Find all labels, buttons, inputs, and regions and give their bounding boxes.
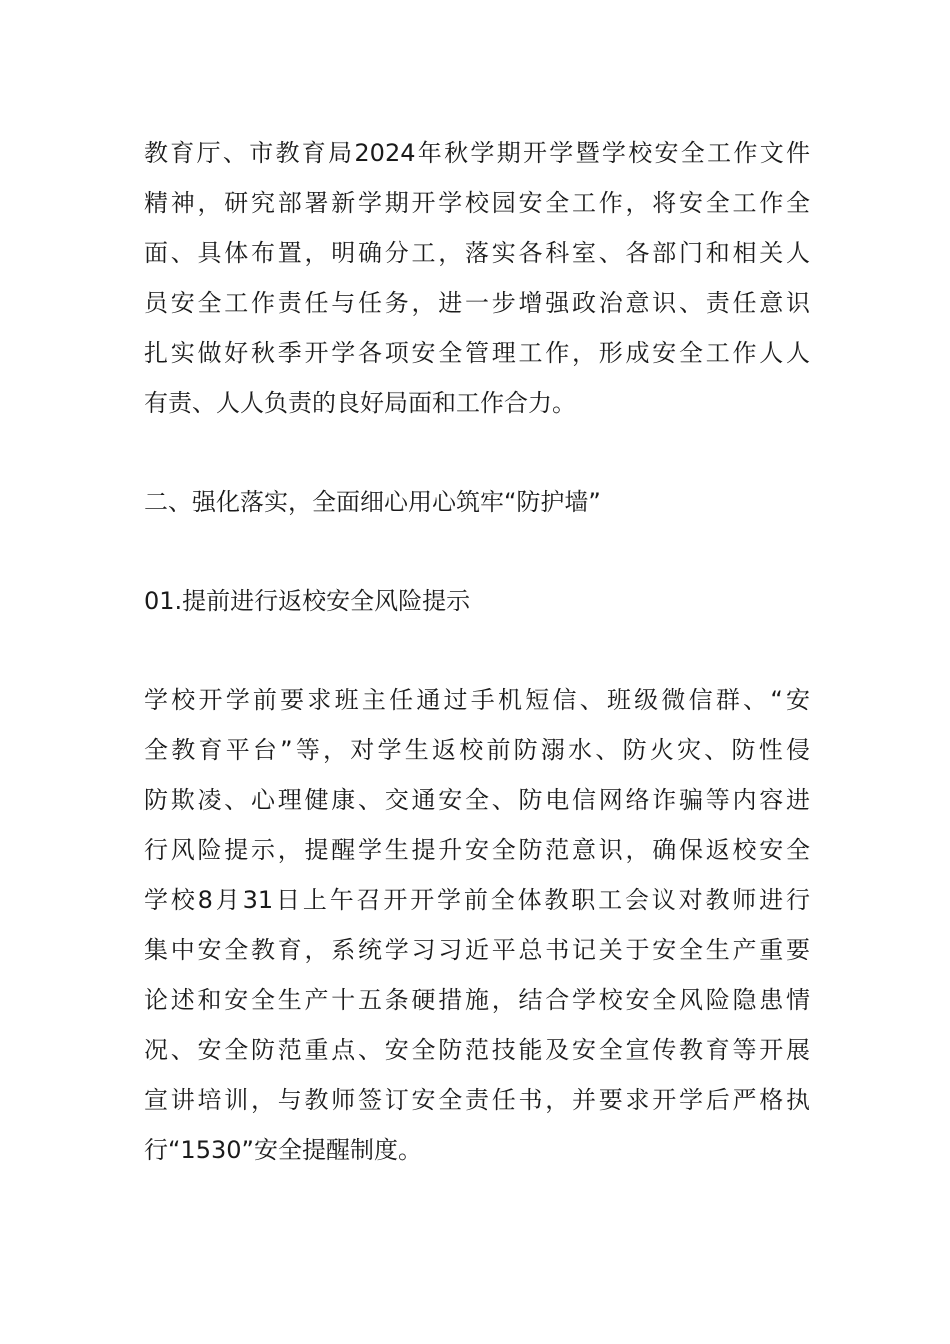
paragraph-line: 防欺凌、心理健康、交通安全、防电信网络诈骗等内容进 xyxy=(144,786,810,814)
paragraph-gap xyxy=(144,527,810,576)
paragraph-line: 有责、人人负责的良好局面和工作合力。 xyxy=(144,389,576,417)
paragraph-line: 扎实做好秋季开学各项安全管理工作，形成安全工作人人 xyxy=(144,339,810,367)
paragraph-line: 论述和安全生产十五条硬措施，结合学校安全风险隐患情 xyxy=(144,986,810,1014)
paragraph-gap xyxy=(144,428,810,477)
paragraph-line: 员安全工作责任与任务，进一步增强政治意识、责任意识 xyxy=(144,289,810,317)
paragraph-gap xyxy=(144,626,810,675)
paragraph-line: 行“1530”安全提醒制度。 xyxy=(144,1136,422,1164)
paragraph-line: 况、安全防范重点、安全防范技能及安全宣传教育等开展 xyxy=(144,1036,810,1064)
document-body xyxy=(144,128,810,1175)
paragraph-line: 面、具体布置，明确分工，落实各科室、各部门和相关人 xyxy=(144,239,810,267)
paragraph-line: 行风险提示，提醒学生提升安全防范意识，确保返校安全 xyxy=(144,836,810,864)
paragraph-line: 宣讲培训，与教师签订安全责任书，并要求开学后严格执 xyxy=(144,1086,810,1114)
paragraph-line: 学校8月31日上午召开开学前全体教职工会议对教师进行 xyxy=(144,886,810,914)
paragraph-1 xyxy=(144,128,810,428)
paragraph-line: 学校开学前要求班主任通过手机短信、班级微信群、“安 xyxy=(144,686,810,714)
section-heading: 二、强化落实，全面细心用心筑牢“防护墙” xyxy=(144,488,601,516)
sub-heading: 01.提前进行返校安全风险提示 xyxy=(144,587,471,615)
paragraph-line: 全教育平台”等，对学生返校前防溺水、防火灾、防性侵 xyxy=(144,736,810,764)
paragraph-line: 精神，研究部署新学期开学校园安全工作，将安全工作全 xyxy=(144,189,810,217)
paragraph-2 xyxy=(144,675,810,1175)
paragraph-line: 集中安全教育，系统学习习近平总书记关于安全生产重要 xyxy=(144,936,810,964)
paragraph-line: 教育厅、市教育局2024年秋学期开学暨学校安全工作文件 xyxy=(144,139,810,167)
